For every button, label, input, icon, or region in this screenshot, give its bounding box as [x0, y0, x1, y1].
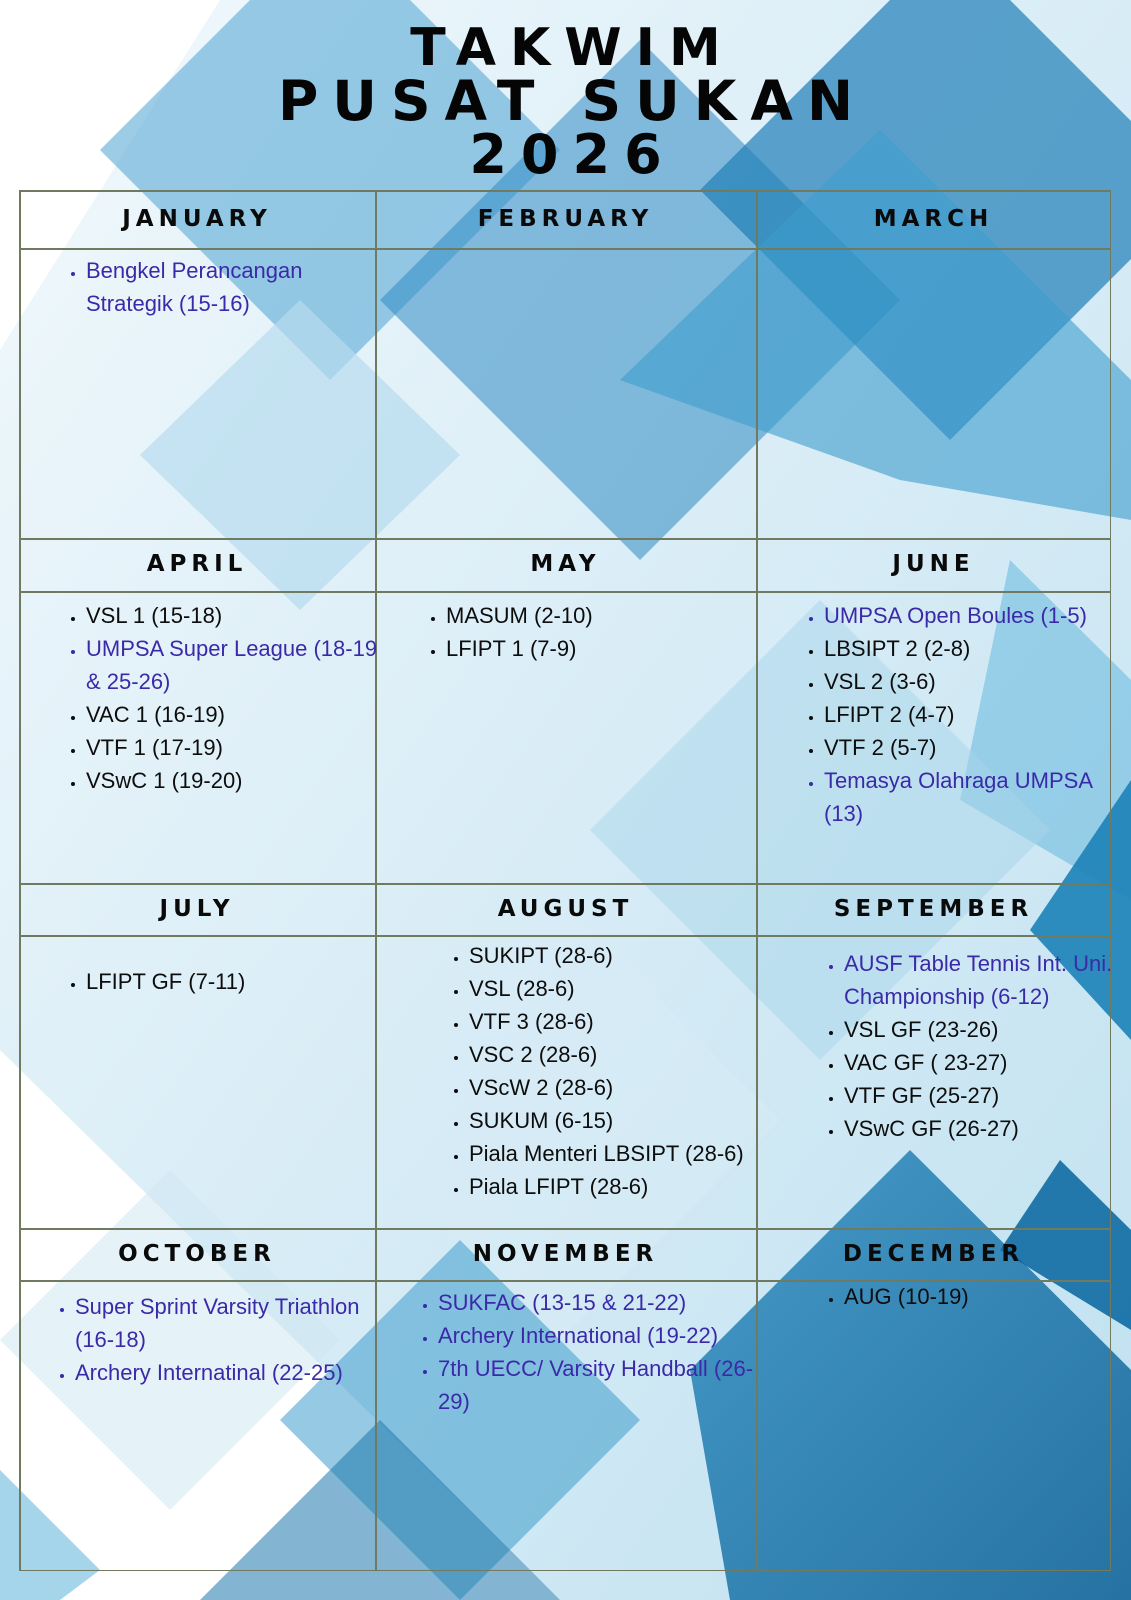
event-list	[51, 1290, 385, 1389]
calendar-grid	[19, 190, 1111, 1571]
event-item: • Piala Menteri LBSIPT (28-6)	[469, 1137, 766, 1170]
month-heading: OCTOBER	[118, 1241, 276, 1267]
event-item: • SUKIPT (28-6)	[469, 939, 766, 972]
event-list	[414, 1286, 766, 1418]
event-item: • Archery International (19-22)	[438, 1319, 766, 1352]
title-line-2: PUSAT SUKAN	[277, 69, 868, 133]
event-item: • VSwC 1 (19-20)	[86, 764, 385, 797]
event-item: • LFIPT 1 (7-9)	[446, 632, 766, 665]
event-item: • AUG (10-19)	[844, 1280, 1121, 1313]
event-item: • MASUM (2-10)	[446, 599, 766, 632]
event-item: • VSL 2 (3-6)	[824, 665, 1121, 698]
event-item: • VSC 2 (28-6)	[469, 1038, 766, 1071]
event-item: • Bengkel Perancangan Strategik (15-16)	[86, 254, 385, 320]
month-heading: SEPTEMBER	[833, 896, 1034, 922]
month-cell-december	[756, 1228, 1111, 1571]
event-item: • SUKUM (6-15)	[469, 1104, 766, 1137]
month-cell-june	[756, 538, 1111, 883]
event-list	[445, 939, 766, 1203]
title-line-3: 2026	[469, 123, 676, 186]
month-heading: JULY	[159, 896, 235, 922]
event-item: • LFIPT GF (7-11)	[86, 965, 385, 998]
event-item: • Archery Internatinal (22-25)	[75, 1356, 385, 1389]
event-item: • VSL GF (23-26)	[844, 1013, 1121, 1046]
event-list	[62, 599, 385, 797]
event-item: • Piala LFIPT (28-6)	[469, 1170, 766, 1203]
event-item: • AUSF Table Tennis Int. Uni. Championship (6-12)	[844, 947, 1121, 1013]
event-item: • LFIPT 2 (4-7)	[824, 698, 1121, 731]
event-item: • UMPSA Super League (18-19 & 25-26)	[86, 632, 385, 698]
event-list	[820, 1280, 1121, 1313]
event-item: • VSL (28-6)	[469, 972, 766, 1005]
month-heading: FEBRUARY	[477, 206, 654, 232]
month-cell-august	[375, 883, 756, 1228]
event-item: • VSL 1 (15-18)	[86, 599, 385, 632]
event-item: • VAC GF ( 23-27)	[844, 1046, 1121, 1079]
event-list	[820, 947, 1121, 1145]
month-heading: APRIL	[146, 551, 248, 577]
event-item: • VScW 2 (28-6)	[469, 1071, 766, 1104]
event-item: • SUKFAC (13-15 & 21-22)	[438, 1286, 766, 1319]
month-cell-october	[19, 1228, 375, 1571]
event-item: • VTF 2 (5-7)	[824, 731, 1121, 764]
event-list	[800, 599, 1121, 830]
event-item: • VTF 3 (28-6)	[469, 1005, 766, 1038]
event-item: • Temasya Olahraga UMPSA (13)	[824, 764, 1121, 830]
month-cell-november	[375, 1228, 756, 1571]
event-item: • Super Sprint Varsity Triathlon (16-18)	[75, 1290, 385, 1356]
month-cell-january	[19, 190, 375, 538]
month-cell-march	[756, 190, 1111, 538]
month-heading: DECEMBER	[842, 1241, 1025, 1267]
month-heading: AUGUST	[497, 896, 634, 922]
month-heading: JANUARY	[122, 206, 272, 232]
event-item: • VTF GF (25-27)	[844, 1079, 1121, 1112]
event-item: • 7th UECC/ Varsity Handball (26-29)	[438, 1352, 766, 1418]
event-item: • VSwC GF (26-27)	[844, 1112, 1121, 1145]
month-cell-april	[19, 538, 378, 883]
month-heading: NOVEMBER	[472, 1241, 659, 1267]
month-cell-september	[756, 883, 1111, 1228]
month-cell-february	[375, 190, 756, 538]
month-heading: MARCH	[873, 206, 994, 232]
event-list	[62, 254, 385, 320]
event-list	[62, 965, 385, 998]
event-list	[422, 599, 766, 665]
title-line-1: TAKWIM	[410, 18, 735, 78]
month-heading: JUNE	[892, 551, 975, 577]
month-cell-may	[375, 538, 756, 883]
event-item: • VTF 1 (17-19)	[86, 731, 385, 764]
event-item: • VAC 1 (16-19)	[86, 698, 385, 731]
month-cell-july	[19, 883, 375, 1228]
event-item: • LBSIPT 2 (2-8)	[824, 632, 1121, 665]
page-title	[0, 18, 1131, 186]
event-item: • UMPSA Open Boules (1-5)	[824, 599, 1121, 632]
month-heading: MAY	[530, 551, 601, 577]
